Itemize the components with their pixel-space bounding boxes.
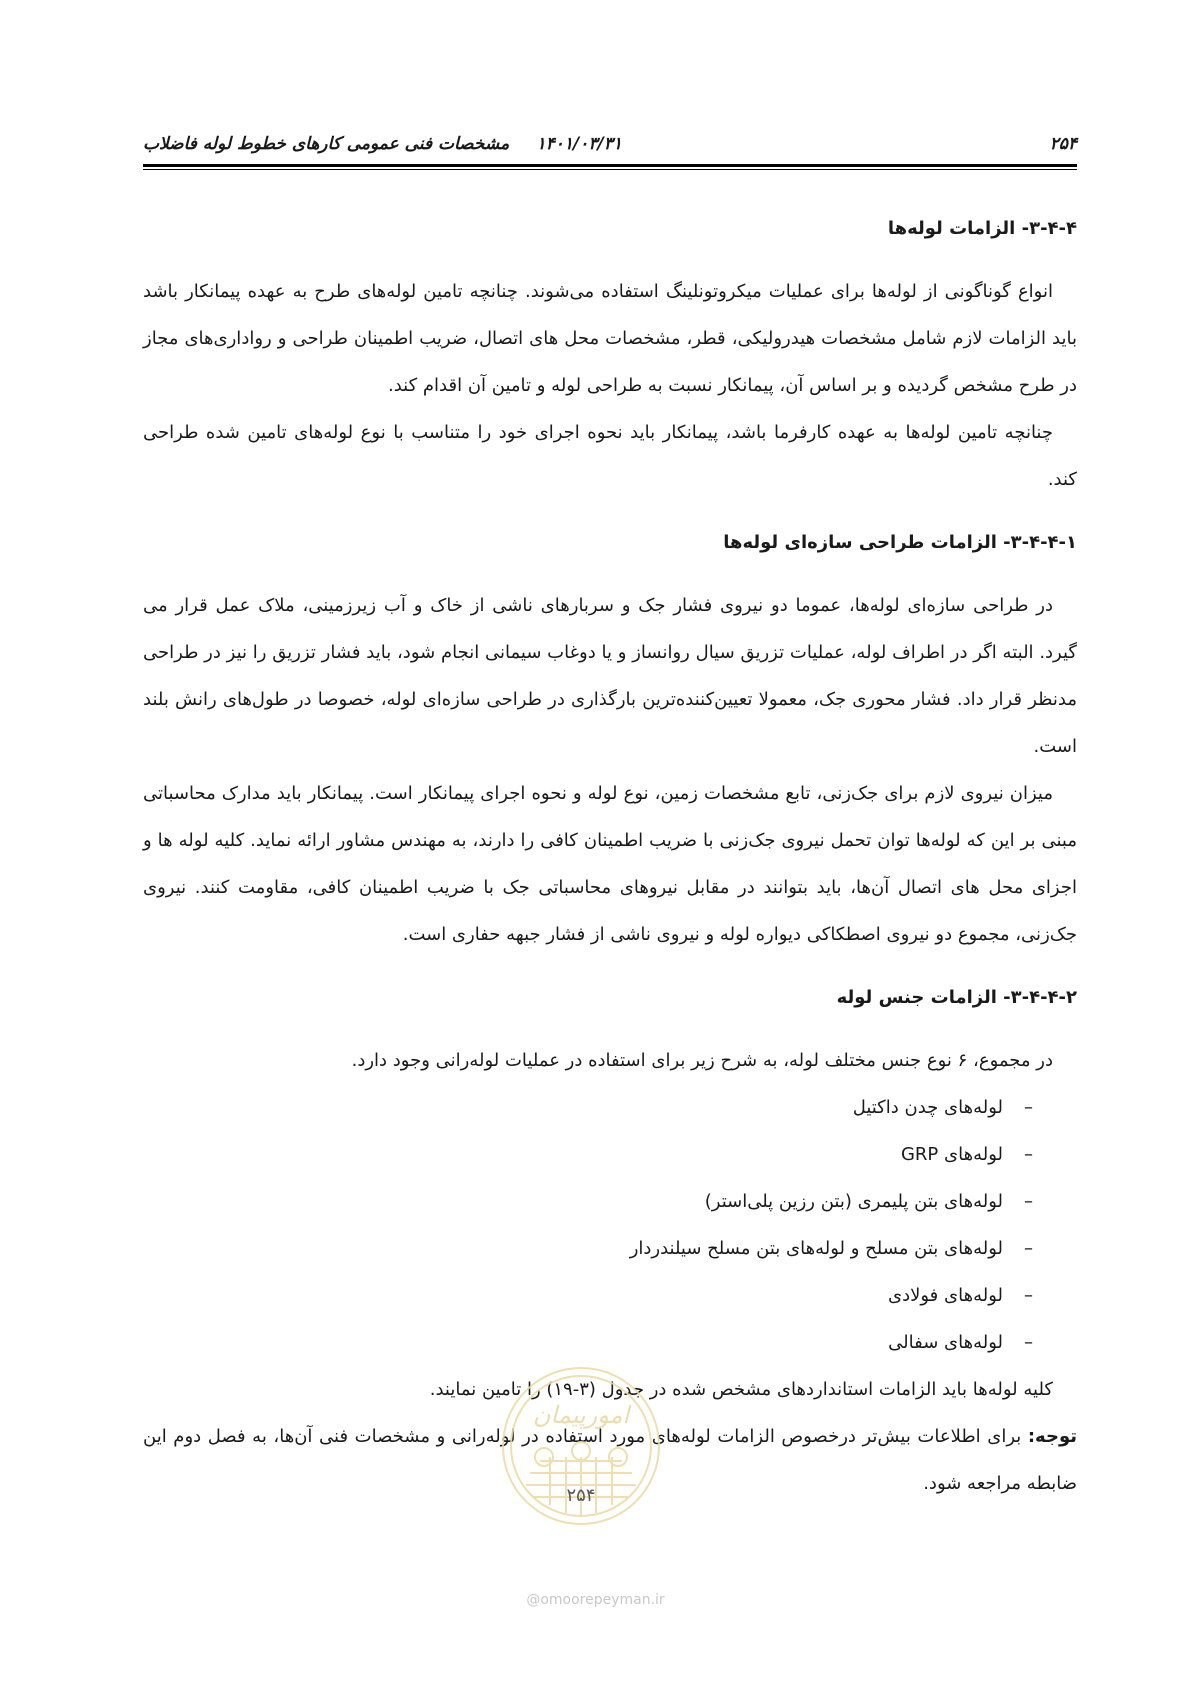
list-item xyxy=(143,1084,1077,1131)
list-dash: – xyxy=(1024,1285,1033,1306)
list-item-text: لوله‌های چدن داکتیل xyxy=(852,1097,1003,1118)
list-item-text: لوله‌های سفالی xyxy=(888,1332,1003,1353)
seal-script: امورپیمان xyxy=(532,1401,630,1429)
paragraph: میزان نیروی لازم برای جک‌زنی، تابع مشخصات زمین، نوع لوله و نحوه اجرای پیمانکار است. پیمانکار باید مدارک محاسباتی مبنی بر این که لوله‌ها توان تحمل نیروی جک‌زنی با ضریب اطمینان کافی را دارند، به مهندس مشاور ارائه نماید. کلیه لوله ها و اجزای محل های اتصال آن‌ها، باید بتوانند در مقابل نیروهای محاسباتی جک با ضریب اطمینان کافی، مقاومت کنند. نیروی جک‌زنی، مجموع دو نیروی اصطکاکی دیواره لوله و نیروی ناشی از فشار جبهه حفاری است. xyxy=(143,783,1077,945)
section-heading-pipe-requirements: ۳-۴-۴- الزامات لوله‌ها xyxy=(887,218,1077,239)
watermark-seal-icon xyxy=(500,1365,662,1527)
section-heading-pipe-material: ۳-۴-۴-۲- الزامات جنس لوله xyxy=(836,987,1077,1008)
header-document-title: مشخصات فنی عمومی کارهای خطوط لوله فاضلاب xyxy=(143,134,510,154)
list-dash: – xyxy=(1024,1191,1033,1212)
list-item-text: لوله‌های فولادی xyxy=(888,1285,1003,1306)
list-dash: – xyxy=(1024,1144,1033,1165)
header-rule xyxy=(143,164,1077,167)
pipe-material-list xyxy=(143,1084,1077,1366)
paragraph: در طراحی سازه‌ای لوله‌ها، عموما دو نیروی فشار جک و سربارهای ناشی از خاک و آب زیرزمینی، ملاک عمل قرار می گیرد. البته اگر در اطراف لوله، عملیات تزریق سیال روانساز و یا دوغاب سیمانی انجام شود، باید فشار تزریق را نیز در طراحی مدنظر قرار داد. فشار محوری جک، معمولا تعیین‌کننده‌ترین بارگذاری در طراحی سازه‌ای لوله، خصوصا در طول‌های رانش بلند است. xyxy=(143,595,1077,757)
note-label: توجه: xyxy=(1027,1426,1077,1447)
list-dash: – xyxy=(1024,1332,1033,1353)
seal-number: ۲۵۴ xyxy=(566,1485,596,1506)
list-item xyxy=(143,1178,1077,1225)
paragraph: کلیه لوله‌ها باید الزامات استانداردهای مشخص شده در جدول (۳-۱۹) را تامین نمایند. xyxy=(429,1379,1053,1400)
list-dash: – xyxy=(1024,1238,1033,1259)
list-item xyxy=(143,1131,1077,1178)
list-item-text: لوله‌های بتن مسلح و لوله‌های بتن مسلح سیلندردار xyxy=(629,1238,1003,1259)
header-page-number: ۲۵۴ xyxy=(1049,134,1077,154)
page-content xyxy=(143,205,1077,1507)
section-heading-structural-design: ۳-۴-۴-۱- الزامات طراحی سازه‌ای لوله‌ها xyxy=(723,532,1077,553)
paragraph: چنانچه تامین لوله‌ها به عهده کارفرما باشد، پیمانکار باید نحوه اجرای خود را متناسب با نوع لوله‌های تامین شده طراحی کند. xyxy=(143,422,1077,490)
header-rule-thin xyxy=(143,169,1077,170)
list-item xyxy=(143,1272,1077,1319)
list-item-text: لوله‌های GRP xyxy=(900,1144,1003,1165)
list-item xyxy=(143,1319,1077,1366)
paragraph: در مجموع، ۶ نوع جنس مختلف لوله، به شرح زیر برای استفاده در عملیات لوله‌رانی وجود دارد. xyxy=(351,1050,1053,1071)
list-dash: – xyxy=(1024,1097,1033,1118)
paragraph: انواع گوناگونی از لوله‌ها برای عملیات میکروتونلینگ استفاده می‌شوند. چنانچه تامین لوله‌های طرح به عهده پیمانکار باشد باید الزامات لازم شامل مشخصات هیدرولیکی، قطر، مشخصات محل های اتصال، ضریب اطمینان طراحی و رواداری‌های مجاز در طرح مشخص گردیده و بر اساس آن، پیمانکار نسبت به طراحی لوله و تامین آن اقدام کند. xyxy=(143,281,1077,396)
watermark-website: @omoorepeyman.ir xyxy=(526,1592,665,1608)
note-text: برای اطلاعات بیش‌تر درخصوص الزامات لوله‌های مورد استفاده در لوله‌رانی و مشخصات فنی آن‌ها، به فصل دوم این ضابطه مراجعه شود. xyxy=(143,1426,1077,1494)
header-date: ۱۴۰۱/۰۳/۳۱ xyxy=(536,134,622,154)
list-item xyxy=(143,1225,1077,1272)
list-item-text: لوله‌های بتن پلیمری (بتن رزین پلی‌استر) xyxy=(704,1191,1003,1212)
page-header xyxy=(143,128,1077,162)
